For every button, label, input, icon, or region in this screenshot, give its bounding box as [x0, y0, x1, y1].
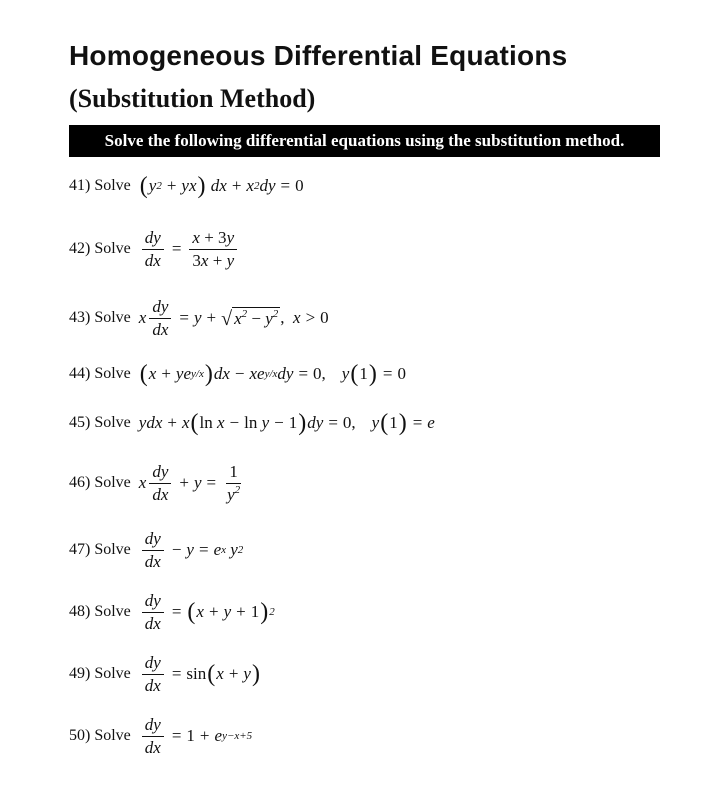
- page-subtitle: (Substitution Method): [69, 84, 316, 113]
- problem-50: [69, 715, 252, 757]
- problem-label: 47) Solve: [69, 541, 131, 559]
- problem-equation: $\frac{dy}{dx}$ − y = e x y 2: [139, 529, 244, 571]
- problem-label: 45) Solve: [69, 414, 131, 431]
- problem-equation: ydx + x ( ln x − ln y − 1 ) dy = 0, y ( 1 ) = e: [138, 410, 435, 436]
- problem-49: [69, 653, 261, 695]
- problem-41: [69, 174, 304, 198]
- problem-42: [69, 228, 240, 270]
- problem-label: 50) Solve: [69, 727, 131, 745]
- problem-label: 42) Solve: [69, 240, 131, 258]
- problem-label: 48) Solve: [69, 603, 131, 621]
- problem-equation: $\frac{dy}{dx}$ = ( x + y + 1 ) 2: [139, 591, 275, 633]
- problem-46: [69, 462, 246, 504]
- problem-label: 44) Solve: [69, 365, 131, 382]
- problem-45: [69, 411, 435, 435]
- problem-43: [69, 297, 329, 339]
- problem-label: 41) Solve: [69, 177, 131, 194]
- problem-equation: ( y 2 + yx ) dx + x 2 dy = 0: [139, 173, 304, 199]
- page-title: Homogeneous Differential Equations: [69, 40, 568, 71]
- instructions-banner: Solve the following differential equations using the substitution method.: [69, 125, 660, 157]
- problem-equation: $\frac{dy}{dx}$ = sin ( x + y ): [139, 653, 261, 695]
- problem-label: 49) Solve: [69, 665, 131, 683]
- problem-equation: x $\frac{dy}{dx}$ + y = $\frac{1}{y^2}$: [138, 462, 241, 504]
- problem-44: [69, 362, 406, 386]
- problem-equation: ( x + ye y/x ) dx − xe y/x dy = 0, y ( 1 ) = 0: [139, 361, 406, 387]
- problem-equation: $\frac{dy}{dx}$ = $\frac{x + 3y}{3x + y}$: [139, 228, 240, 270]
- problem-47: [69, 529, 243, 571]
- problem-label: 43) Solve: [69, 309, 131, 327]
- problem-label: 46) Solve: [69, 474, 131, 492]
- problem-equation: x $\frac{dy}{dx}$ = y + √ $x^2 - y^2$ , x > 0: [138, 297, 329, 339]
- problem-equation: $\frac{dy}{dx}$ = 1 + e y−x+5: [139, 715, 252, 757]
- problem-48: [69, 591, 275, 633]
